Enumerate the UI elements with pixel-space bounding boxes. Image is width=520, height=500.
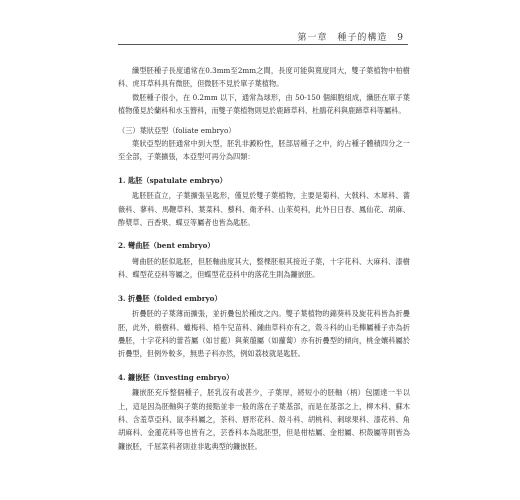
chapter-title: 種子的構造 [337, 33, 388, 43]
intro-paragraph-1: 纖型胚種子長度通常在0.3mm至2mm之間，長度可能與寬度同大，雙子葉植物中柏樹科、虎耳草科具有微胚，但微胚不見於單子葉植物。 [118, 66, 410, 89]
section-paragraph: 葉狀亞型的胚通常中到大型，胚乳非澱粉性，胚部居種子之中，約占種子體積四分之一至全部，子葉擴張，本亞型可再分為四類： [118, 139, 410, 162]
subsection-title-folded: 3. 折疊胚（folded embryo） [118, 293, 222, 303]
subsection-body-spatulate: 匙胚胚直立，子葉擴張呈匙形，僅見於雙子葉植物，主要是菊科、大戟科、木犀科、薔薇科、蓼科、馬鞭草科、葉菜科、藜科、衛矛科、山茱萸科，此外日日春、鳳仙花、胡麻、酢漿草、百香果、蝶豆等屬者也皆為匙胚。 [118, 191, 410, 228]
chapter-label: 第一章 [297, 33, 328, 43]
subsection-body-bent: 彎曲胚的胚似匙胚，但胚軸曲度其大，整棵胚根其接近子葉，十字花科、大麻科、漆樹科、蝶型花亞科等屬之，但蝶型花亞科中的落花生則為鐮嵌胚。 [118, 256, 410, 280]
subsection-body-folded: 折疊胚的子葉薄而擴張，並折疊包於種皮之內。雙子葉植物的錦葵科及旋花科皆為折疊胚，此外，椴樹科、蠟梅科、梧牛兒苗科、鍾曲草科亦有之，殼斗科的山毛櫸屬種子亦為折疊胚，十字花科的蕾苔屬（如甘藍）與萊菔屬（如蘿蔔）亦有折疊型的傾向，桃金孃科屬於折疊型，但例外較多，無患子科亦然，例如荔枝就是匙胚。 [118, 309, 410, 359]
running-header [291, 30, 404, 43]
subsection-title-bent: 2. 彎曲胚（bent embryo） [118, 241, 215, 251]
subsection-title-investing: 4. 鐮嵌胚（investing embryo） [118, 372, 234, 382]
subsection-body-investing: 鐮嵌胚充斥整個種子，胚乳沒有或甚少，子葉厚，將短小的胚軸（柄）包圍達一半以上，這是因為胚軸與子葉的接點並非一般的落在子葉基部，而是在基部之上，柳木科、蘇木科、含羞草亞科、鼠李科屬之，茶科、唇形花科、殼斗科、胡桃科、刺球果科、漆花科、角胡麻科、金蓮花科等也皆有之，芸香科本為匙胚型，但是柑桔屬、金柑屬、枳殼屬等則皆為鐮嵌胚，千屈菜科者則並非匙典型的鐮嵌胚。 [118, 388, 410, 451]
header-rule [118, 44, 408, 45]
subsection-title-spatulate: 1. 匙胚（spatulate embryo） [118, 175, 227, 185]
section-heading: （三）葉狀亞型（foliate embryo） [118, 125, 236, 135]
intro-paragraph-2: 微胚種子很小，在 0.2mm 以下，通常為球形，由 50-150 個細胞組成，纖胚在單子葉植物僅見於蘭科和水玉簪科，而雙子葉植物則見於鹿蹄草科、杜鵑花科與鹿蹄草科等屬科。 [118, 92, 410, 116]
page-number: 9 [397, 33, 404, 43]
page-body [118, 64, 410, 453]
